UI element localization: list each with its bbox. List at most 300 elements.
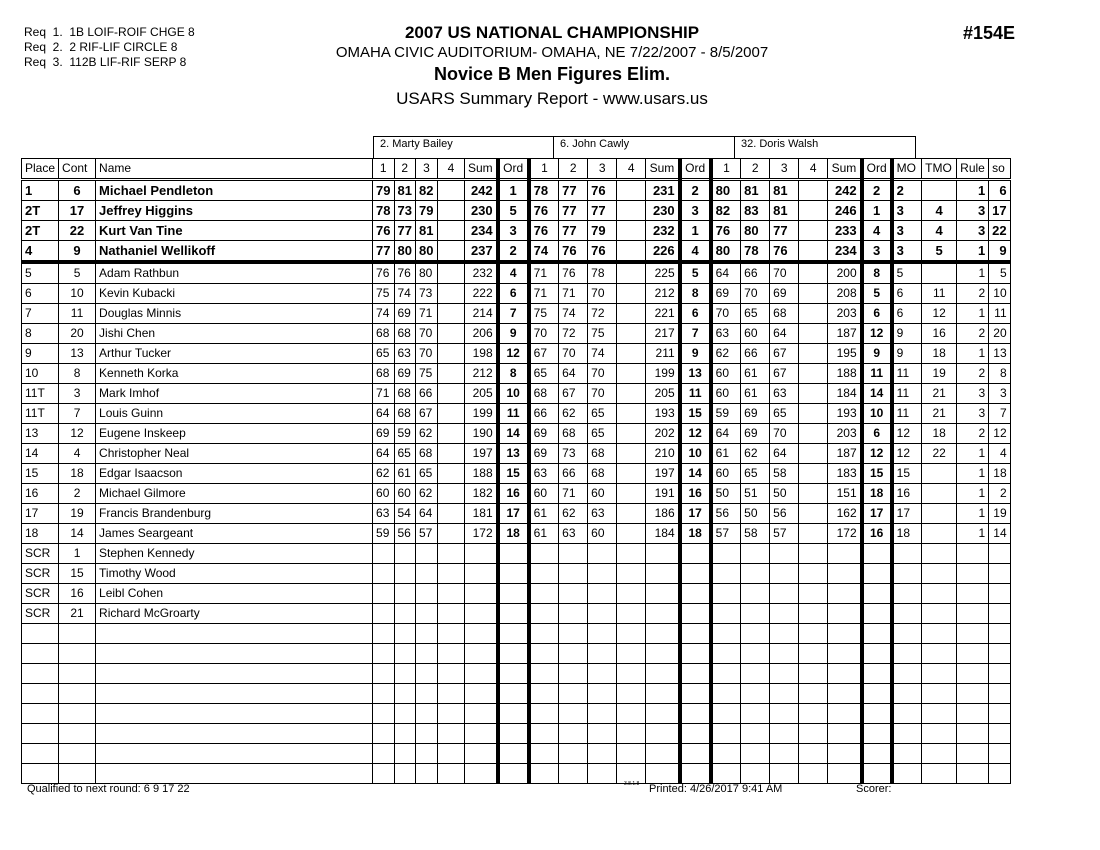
mo-cell	[892, 604, 922, 624]
j1-score-3: 70	[415, 344, 437, 364]
j3-score-2: 65	[741, 464, 770, 484]
rule-cell	[957, 744, 989, 764]
mo-cell: 3	[892, 201, 922, 221]
j1-score-2: 74	[394, 284, 415, 304]
j1-score-2: 80	[394, 241, 415, 263]
j3-score-4	[799, 324, 828, 344]
j1-score-3	[415, 684, 437, 704]
j1-score-3: 68	[415, 444, 437, 464]
j2-score-1	[529, 724, 559, 744]
col-j1-sum: Sum	[464, 159, 497, 180]
j2-score-1: 69	[529, 424, 559, 444]
mo-cell	[892, 624, 922, 644]
j2-score-4	[617, 684, 646, 704]
j3-score-3	[770, 664, 799, 684]
tmo-cell: 19	[922, 364, 957, 384]
mo-cell: 6	[892, 304, 922, 324]
j1-score-2	[394, 644, 415, 664]
place-cell: 2T	[22, 201, 59, 221]
j1-score-2: 65	[394, 444, 415, 464]
j2-ord	[680, 624, 711, 644]
j1-score-3	[415, 604, 437, 624]
j1-score-2	[394, 664, 415, 684]
so-cell: 10	[989, 284, 1010, 304]
j2-ord	[680, 544, 711, 564]
j2-score-4	[617, 424, 646, 444]
j1-score-1: 65	[373, 344, 394, 364]
j2-score-3: 65	[588, 424, 617, 444]
j3-score-2: 70	[741, 284, 770, 304]
so-cell: 14	[989, 524, 1010, 544]
j3-score-2: 80	[741, 221, 770, 241]
mo-cell	[892, 664, 922, 684]
table-row	[22, 404, 1011, 424]
j3-ord: 6	[862, 424, 892, 444]
j3-sum: 188	[828, 364, 862, 384]
j3-score-2: 83	[741, 201, 770, 221]
tmo-cell: 21	[922, 404, 957, 424]
name-cell: Michael Pendleton	[96, 180, 373, 201]
tmo-cell	[922, 584, 957, 604]
table-row	[22, 564, 1011, 584]
place-cell: SCR	[22, 584, 59, 604]
j3-score-3: 64	[770, 444, 799, 464]
j1-score-2	[394, 564, 415, 584]
rule-cell: 2	[957, 424, 989, 444]
j2-score-3	[588, 564, 617, 584]
table-row	[22, 364, 1011, 384]
j2-score-1: 74	[529, 241, 559, 263]
tmo-cell: 11	[922, 284, 957, 304]
mo-cell: 11	[892, 404, 922, 424]
rule-cell: 1	[957, 504, 989, 524]
j3-score-4	[799, 384, 828, 404]
place-cell	[22, 724, 59, 744]
j3-score-1: 82	[711, 201, 741, 221]
mo-cell: 18	[892, 524, 922, 544]
j2-score-2	[559, 544, 588, 564]
j3-ord: 11	[862, 364, 892, 384]
j3-score-1: 64	[711, 424, 741, 444]
place-cell: 2T	[22, 221, 59, 241]
name-cell	[96, 624, 373, 644]
j2-score-4	[617, 384, 646, 404]
j2-score-4	[617, 724, 646, 744]
j3-ord	[862, 704, 892, 724]
j3-score-2	[741, 744, 770, 764]
name-cell: Kevin Kubacki	[96, 284, 373, 304]
table-row	[22, 180, 1011, 201]
j2-score-1	[529, 564, 559, 584]
j1-sum: 214	[464, 304, 497, 324]
j3-score-1: 61	[711, 444, 741, 464]
table-row	[22, 201, 1011, 221]
so-cell	[989, 724, 1010, 744]
j3-score-2: 66	[741, 344, 770, 364]
place-cell	[22, 744, 59, 764]
rule-cell	[957, 724, 989, 744]
j3-ord	[862, 724, 892, 744]
tmo-cell	[922, 180, 957, 201]
j2-score-1: 63	[529, 464, 559, 484]
so-cell	[989, 744, 1010, 764]
j1-sum: 212	[464, 364, 497, 384]
j1-score-4	[437, 444, 464, 464]
rule-cell: 3	[957, 384, 989, 404]
rule-cell: 2	[957, 284, 989, 304]
j3-score-2	[741, 644, 770, 664]
j3-ord	[862, 584, 892, 604]
j2-ord: 4	[680, 241, 711, 263]
j3-score-2: 61	[741, 384, 770, 404]
j3-score-2	[741, 604, 770, 624]
place-cell: 10	[22, 364, 59, 384]
j3-score-2: 61	[741, 364, 770, 384]
name-cell: Kenneth Korka	[96, 364, 373, 384]
j1-score-2	[394, 544, 415, 564]
j3-score-4	[799, 284, 828, 304]
col-cont: Cont	[59, 159, 96, 180]
j3-sum: 184	[828, 384, 862, 404]
col-j3-ord: Ord	[862, 159, 892, 180]
mo-cell: 12	[892, 444, 922, 464]
rule-cell	[957, 644, 989, 664]
so-cell: 22	[989, 221, 1010, 241]
j2-score-2: 64	[559, 364, 588, 384]
j2-sum: 217	[646, 324, 680, 344]
j3-sum	[828, 584, 862, 604]
mo-cell	[892, 724, 922, 744]
j1-score-3: 80	[415, 241, 437, 263]
j2-score-1	[529, 584, 559, 604]
j3-score-1: 62	[711, 344, 741, 364]
j3-score-4	[799, 262, 828, 284]
j2-score-4	[617, 484, 646, 504]
mo-cell: 12	[892, 424, 922, 444]
j2-ord: 13	[680, 364, 711, 384]
j1-score-2: 69	[394, 364, 415, 384]
j3-score-3	[770, 704, 799, 724]
tmo-cell	[922, 624, 957, 644]
cont-cell: 20	[59, 324, 96, 344]
j2-score-4	[617, 201, 646, 221]
place-cell: 14	[22, 444, 59, 464]
j3-sum	[828, 684, 862, 704]
cont-cell: 1	[59, 544, 96, 564]
col-j3-1: 1	[711, 159, 741, 180]
cont-cell: 19	[59, 504, 96, 524]
j2-sum	[646, 764, 680, 784]
j2-score-2: 77	[559, 201, 588, 221]
j1-score-2: 69	[394, 304, 415, 324]
championship-title: 2007 US NATIONAL CHAMPIONSHIP	[404, 23, 700, 42]
j3-score-2: 51	[741, 484, 770, 504]
rule-cell	[957, 664, 989, 684]
tmo-cell	[922, 464, 957, 484]
place-cell	[22, 704, 59, 724]
j1-score-3: 62	[415, 484, 437, 504]
j3-score-1	[711, 724, 741, 744]
j3-sum	[828, 764, 862, 784]
j2-score-3: 76	[588, 241, 617, 263]
name-cell: Eugene Inskeep	[96, 424, 373, 444]
tmo-cell	[922, 664, 957, 684]
mo-cell	[892, 564, 922, 584]
name-cell: Leibl Cohen	[96, 584, 373, 604]
j1-score-1	[373, 724, 394, 744]
j2-sum: 197	[646, 464, 680, 484]
j2-sum: 232	[646, 221, 680, 241]
j1-ord: 12	[498, 344, 529, 364]
j3-score-2: 69	[741, 424, 770, 444]
rule-cell	[957, 764, 989, 784]
j1-score-3	[415, 764, 437, 784]
j1-ord: 10	[498, 384, 529, 404]
so-cell	[989, 684, 1010, 704]
cont-cell: 5	[59, 262, 96, 284]
j3-score-3: 64	[770, 324, 799, 344]
rule-cell: 3	[957, 404, 989, 424]
j3-score-3: 67	[770, 364, 799, 384]
j3-score-3	[770, 744, 799, 764]
place-cell: 11T	[22, 384, 59, 404]
j3-sum	[828, 744, 862, 764]
j1-score-3	[415, 724, 437, 744]
j2-ord: 16	[680, 484, 711, 504]
j2-score-2: 62	[559, 404, 588, 424]
table-row	[22, 484, 1011, 504]
j3-ord	[862, 664, 892, 684]
j2-sum	[646, 564, 680, 584]
name-cell	[96, 704, 373, 724]
j2-ord	[680, 644, 711, 664]
j1-score-2	[394, 724, 415, 744]
col-j1-3: 3	[415, 159, 437, 180]
j2-score-2: 77	[559, 180, 588, 201]
mo-cell: 11	[892, 384, 922, 404]
so-cell	[989, 604, 1010, 624]
j2-score-1: 76	[529, 201, 559, 221]
j1-score-4	[437, 384, 464, 404]
j2-ord: 9	[680, 344, 711, 364]
col-j2-ord: Ord	[680, 159, 711, 180]
mo-cell	[892, 744, 922, 764]
j2-score-3: 65	[588, 404, 617, 424]
j3-score-2: 69	[741, 404, 770, 424]
rule-cell	[957, 544, 989, 564]
j1-score-2: 76	[394, 262, 415, 284]
place-cell: 9	[22, 344, 59, 364]
rule-cell: 1	[957, 484, 989, 504]
j3-sum: 162	[828, 504, 862, 524]
rule-cell	[957, 624, 989, 644]
j1-sum	[464, 644, 497, 664]
j2-score-1: 65	[529, 364, 559, 384]
j2-score-1	[529, 764, 559, 784]
event-title: Novice B Men Figures Elim.	[433, 64, 671, 84]
rule-cell: 1	[957, 444, 989, 464]
j2-score-1: 66	[529, 404, 559, 424]
j1-score-1	[373, 704, 394, 724]
so-cell: 11	[989, 304, 1010, 324]
j3-ord: 15	[862, 464, 892, 484]
place-cell	[22, 624, 59, 644]
j3-sum: 193	[828, 404, 862, 424]
j1-sum: 230	[464, 201, 497, 221]
j2-ord: 8	[680, 284, 711, 304]
j2-sum: 202	[646, 424, 680, 444]
j2-sum: 193	[646, 404, 680, 424]
j3-score-1	[711, 704, 741, 724]
j1-score-3	[415, 704, 437, 724]
cont-cell: 7	[59, 404, 96, 424]
table-row	[22, 464, 1011, 484]
j3-score-1: 69	[711, 284, 741, 304]
j3-score-3: 70	[770, 424, 799, 444]
j2-score-1: 71	[529, 284, 559, 304]
j1-sum	[464, 764, 497, 784]
table-row	[22, 584, 1011, 604]
col-j2-4: 4	[617, 159, 646, 180]
j3-score-4	[799, 241, 828, 263]
rule-cell: 1	[957, 524, 989, 544]
j3-score-1: 70	[711, 304, 741, 324]
name-cell: Mark Imhof	[96, 384, 373, 404]
j3-sum: 151	[828, 484, 862, 504]
j1-score-4	[437, 524, 464, 544]
j3-score-1	[711, 744, 741, 764]
j3-score-1: 76	[711, 221, 741, 241]
j3-ord	[862, 764, 892, 784]
j2-ord	[680, 724, 711, 744]
tmo-cell: 22	[922, 444, 957, 464]
tmo-cell: 16	[922, 324, 957, 344]
j3-score-2: 60	[741, 324, 770, 344]
mo-cell: 16	[892, 484, 922, 504]
cont-cell: 8	[59, 364, 96, 384]
j1-score-4	[437, 364, 464, 384]
j3-score-3: 69	[770, 284, 799, 304]
j2-score-3: 68	[588, 444, 617, 464]
j1-score-1	[373, 544, 394, 564]
tmo-cell: 12	[922, 304, 957, 324]
j2-score-4	[617, 180, 646, 201]
j1-sum	[464, 684, 497, 704]
j3-ord: 14	[862, 384, 892, 404]
j1-score-4	[437, 180, 464, 201]
j3-sum	[828, 604, 862, 624]
so-cell: 13	[989, 344, 1010, 364]
j1-sum: 237	[464, 241, 497, 263]
j3-score-3: 81	[770, 201, 799, 221]
tmo-cell	[922, 644, 957, 664]
rule-cell: 1	[957, 241, 989, 263]
place-cell: 18	[22, 524, 59, 544]
j3-score-1	[711, 664, 741, 684]
mo-cell	[892, 684, 922, 704]
name-cell	[96, 764, 373, 784]
name-cell	[96, 644, 373, 664]
j1-sum	[464, 584, 497, 604]
j1-score-2: 68	[394, 324, 415, 344]
j2-score-1	[529, 684, 559, 704]
j2-score-3	[588, 644, 617, 664]
judge-2-header: 6. John Cawly	[553, 136, 735, 158]
j2-score-4	[617, 604, 646, 624]
j3-score-4	[799, 201, 828, 221]
j2-sum: 226	[646, 241, 680, 263]
j2-sum: 205	[646, 384, 680, 404]
tmo-cell	[922, 524, 957, 544]
j3-score-1	[711, 644, 741, 664]
j1-score-4	[437, 464, 464, 484]
table-row	[22, 424, 1011, 444]
j1-score-2	[394, 624, 415, 644]
j3-score-4	[799, 564, 828, 584]
j2-sum: 184	[646, 524, 680, 544]
j2-score-1: 68	[529, 384, 559, 404]
j2-score-4	[617, 584, 646, 604]
j2-ord	[680, 704, 711, 724]
j2-score-3	[588, 604, 617, 624]
j3-score-1: 64	[711, 262, 741, 284]
col-rule: Rule	[957, 159, 989, 180]
j2-score-1: 67	[529, 344, 559, 364]
j2-score-3	[588, 664, 617, 684]
tmo-cell	[922, 764, 957, 784]
cont-cell	[59, 664, 96, 684]
j3-score-2: 50	[741, 504, 770, 524]
so-cell	[989, 544, 1010, 564]
table-row	[22, 604, 1011, 624]
j3-sum	[828, 624, 862, 644]
j1-score-1	[373, 624, 394, 644]
j1-score-2	[394, 584, 415, 604]
so-cell	[989, 664, 1010, 684]
place-cell: 16	[22, 484, 59, 504]
place-cell: SCR	[22, 544, 59, 564]
place-cell: 6	[22, 284, 59, 304]
cont-cell	[59, 684, 96, 704]
j3-score-4	[799, 524, 828, 544]
j3-score-1	[711, 544, 741, 564]
j3-score-3	[770, 584, 799, 604]
j1-score-4	[437, 544, 464, 564]
place-cell	[22, 644, 59, 664]
j1-score-1: 60	[373, 484, 394, 504]
so-cell	[989, 584, 1010, 604]
j2-sum: 231	[646, 180, 680, 201]
so-cell: 6	[989, 180, 1010, 201]
so-cell	[989, 704, 1010, 724]
j1-ord	[498, 664, 529, 684]
j2-score-3: 70	[588, 384, 617, 404]
j2-score-2: 77	[559, 221, 588, 241]
place-cell: 17	[22, 504, 59, 524]
j1-score-4	[437, 404, 464, 424]
j2-sum	[646, 584, 680, 604]
j1-sum	[464, 724, 497, 744]
table-row	[22, 444, 1011, 464]
j1-ord	[498, 704, 529, 724]
name-cell: Michael Gilmore	[96, 484, 373, 504]
j3-score-4	[799, 304, 828, 324]
j3-sum: 172	[828, 524, 862, 544]
j2-score-3: 70	[588, 284, 617, 304]
j1-sum: 190	[464, 424, 497, 444]
table-row	[22, 524, 1011, 544]
j2-sum: 230	[646, 201, 680, 221]
